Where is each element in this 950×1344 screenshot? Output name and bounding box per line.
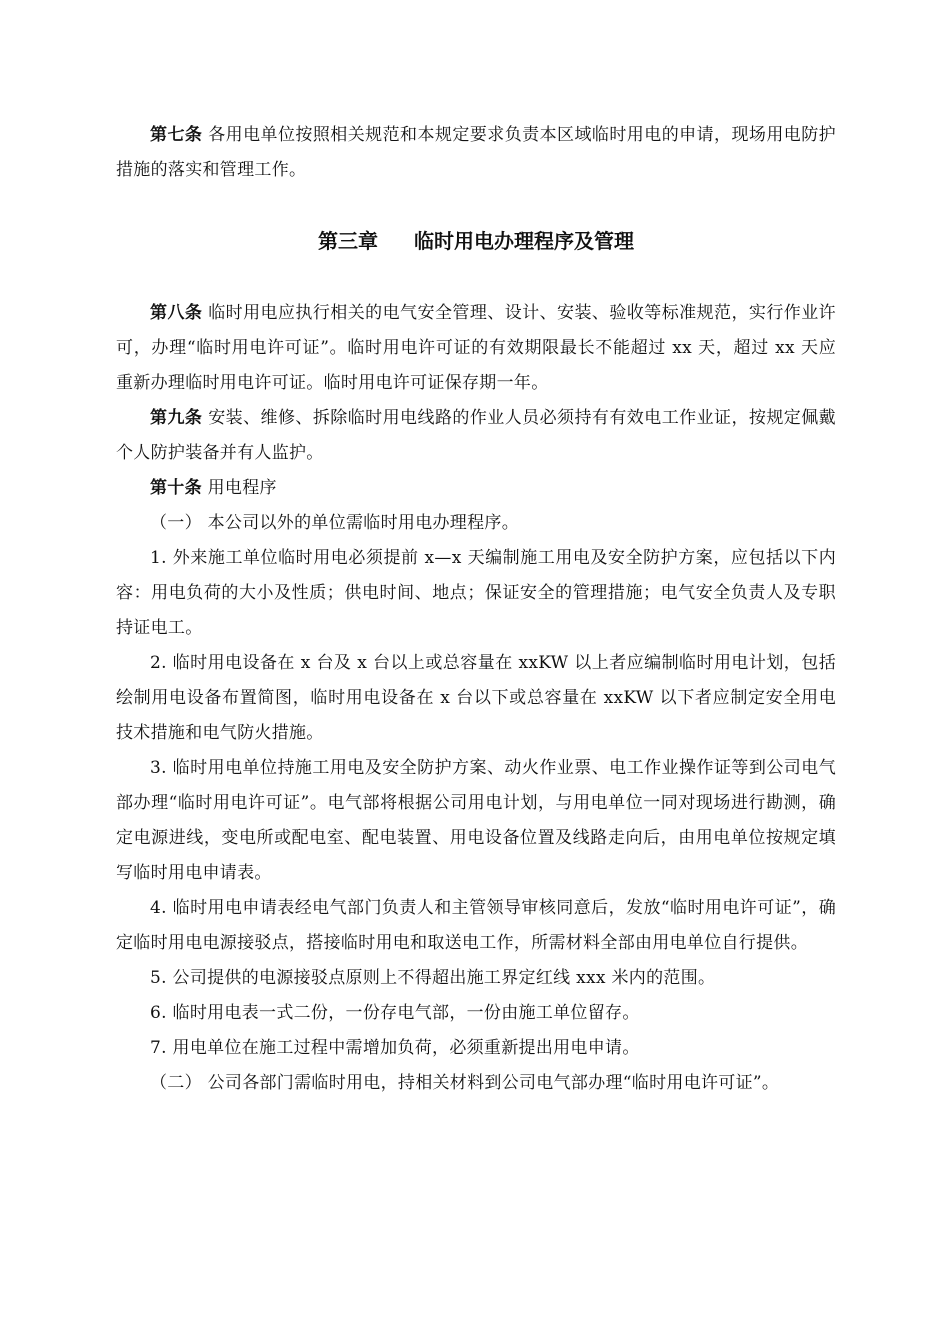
article-10: [116, 471, 836, 506]
article-7-text: 各用电单位按照相关规范和本规定要求负责本区域临时用电的申请，现场用电防护措施的落实和管理工作。: [116, 125, 836, 180]
article-8: [116, 296, 836, 401]
article-8-label: 第八条: [150, 303, 203, 323]
chapter-title: 临时用电办理程序及管理: [414, 229, 634, 253]
article-9-label: 第九条: [150, 408, 203, 428]
section-2-heading: （二） 公司各部门需临时用电，持相关材料到公司电气部办理“临时用电许可证”。: [150, 1073, 780, 1093]
article-10-text: 用电程序: [207, 478, 277, 498]
article-8-text: 临时用电应执行相关的电气安全管理、设计、安装、验收等标准规范，实行作业许可，办理“临时用电许可证”。临时用电许可证的有效期限最长不能超过 xx 天，超过 xx 天应重新办理临时用电许可证。临时用电许可证保存期一年。: [116, 303, 836, 393]
list-item: 3. 临时用电单位持施工用电及安全防护方案、动火作业票、电工作业操作证等到公司电气部办理“临时用电许可证”。电气部将根据公司用电计划，与用电单位一同对现场进行勘测，确定电源进线，变电所或配电室、配电装置、用电设备位置及线路走向后，由用电单位按规定填写临时用电申请表。: [116, 758, 836, 883]
section-1-heading: （一） 本公司以外的单位需临时用电办理程序。: [150, 513, 520, 533]
chapter-heading: [116, 226, 836, 256]
article-9-text: 安装、维修、拆除临时用电线路的作业人员必须持有有效电工作业证，按规定佩戴个人防护装备并有人监护。: [116, 408, 836, 463]
document-page: [116, 118, 836, 1101]
list-item: 1. 外来施工单位临时用电必须提前 x—x 天编制施工用电及安全防护方案，应包括以下内容：用电负荷的大小及性质；供电时间、地点；保证安全的管理措施；电气安全负责人及专职持证电工。: [116, 548, 836, 638]
article-7-label: 第七条: [150, 125, 203, 145]
list-item: 6. 临时用电表一式二份，一份存电气部，一份由施工单位留存。: [150, 1003, 640, 1023]
article-7: [116, 118, 836, 188]
chapter-number: 第三章: [318, 229, 378, 253]
list-item: 2. 临时用电设备在 x 台及 x 台以上或总容量在 xxKW 以上者应编制临时用电计划，包括绘制用电设备布置简图，临时用电设备在 x 台以下或总容量在 xxKW 以下者应制定安全用电技术措施和电气防火措施。: [116, 653, 836, 743]
list-item: 4. 临时用电申请表经电气部门负责人和主管领导审核同意后，发放“临时用电许可证”，确定临时用电电源接驳点，搭接临时用电和取送电工作，所需材料全部由用电单位自行提供。: [116, 898, 836, 953]
article-9: [116, 401, 836, 471]
list-item: 7. 用电单位在施工过程中需增加负荷，必须重新提出用电申请。: [150, 1038, 640, 1058]
list-item: 5. 公司提供的电源接驳点原则上不得超出施工界定红线 xxx 米内的范围。: [150, 968, 716, 988]
article-10-label: 第十条: [150, 478, 202, 498]
